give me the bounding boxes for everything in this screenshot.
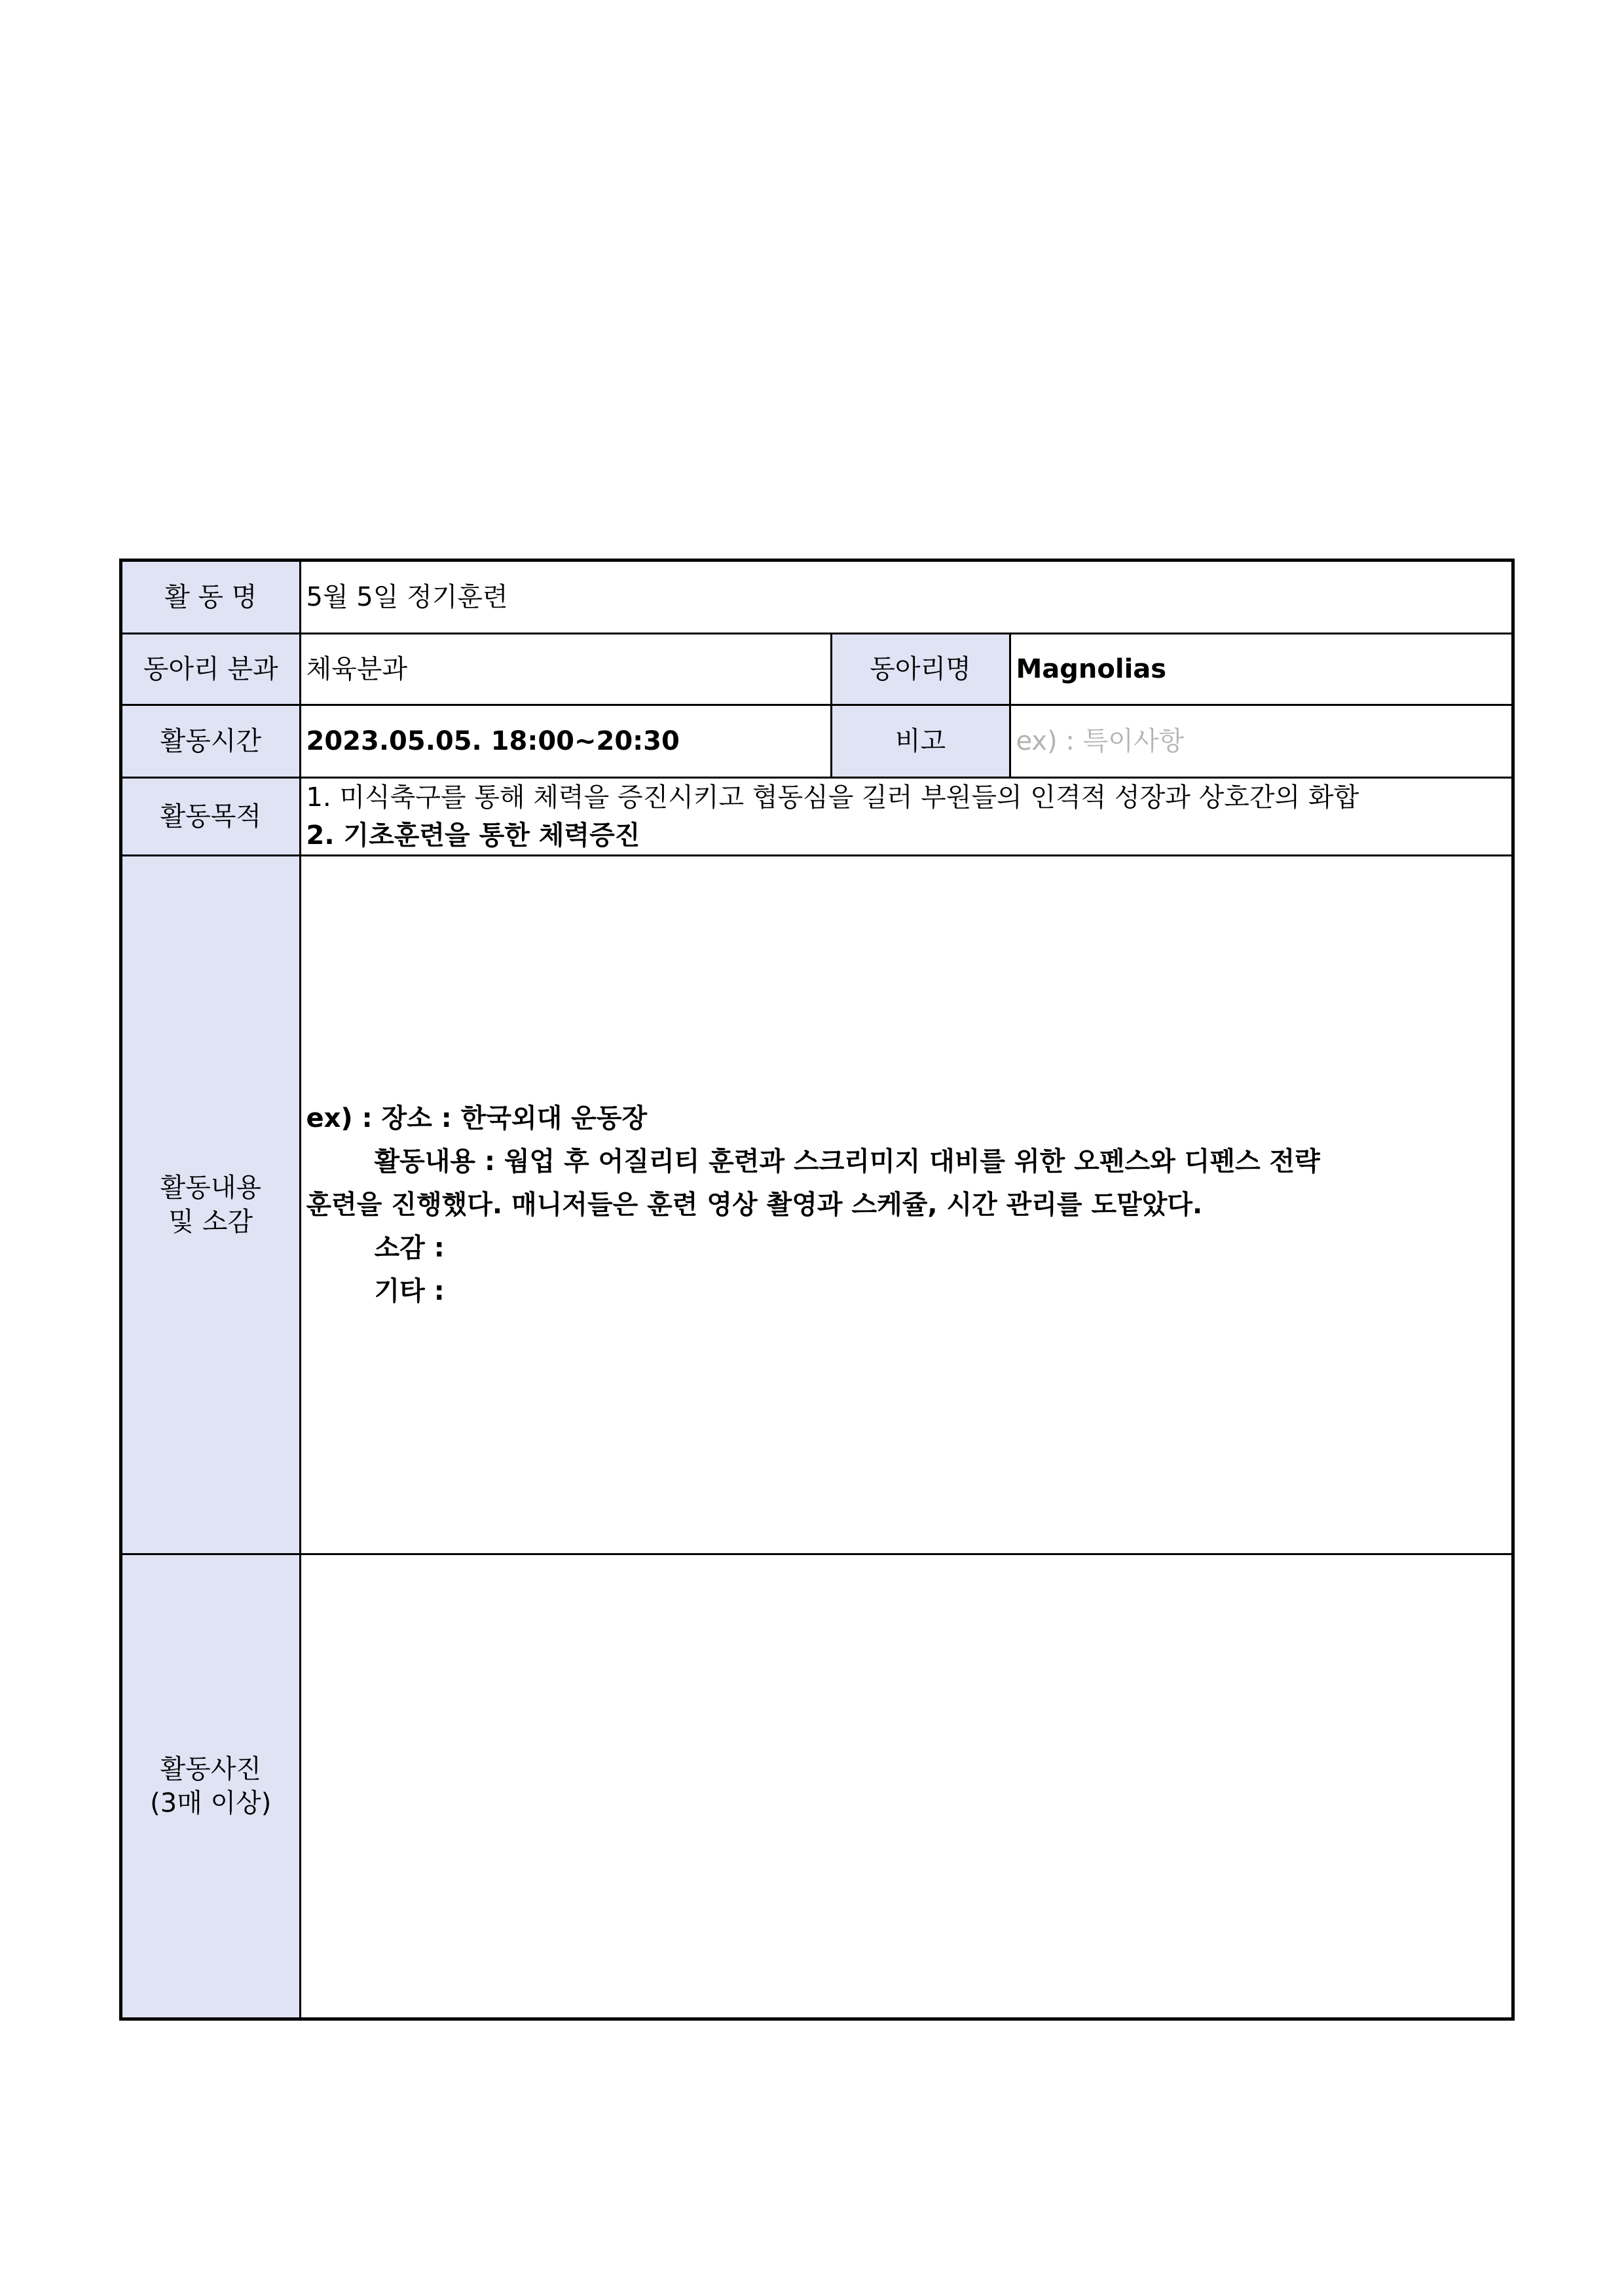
purpose-label: 활동목적 (122, 777, 300, 855)
activity-time-value[interactable]: 2023.05.05. 18:00~20:30 (300, 705, 831, 777)
content-etc: 기타 : (374, 1276, 445, 1306)
content-activity-cont: 훈련을 진행했다. 매니저들은 훈련 영상 촬영과 스케쥴, 시간 관리를 도맡았다. (306, 1189, 1203, 1220)
purpose-value[interactable] (300, 777, 1511, 855)
content-value[interactable] (300, 855, 1511, 1554)
row-content (122, 855, 1511, 1554)
club-name-value[interactable]: Magnolias (1010, 633, 1511, 705)
activity-report-form (119, 559, 1515, 2021)
content-place: ex) : 장소 : 한국외대 운동장 (306, 1103, 648, 1133)
content-label-line-1: 활동내용 (160, 1172, 262, 1203)
row-photos (122, 1554, 1511, 2017)
row-club-info (122, 633, 1511, 705)
content-label (122, 855, 300, 1554)
note-value[interactable]: ex) : 특이사항 (1010, 705, 1511, 777)
photo-label-line-1: 활동사진 (160, 1753, 262, 1784)
photo-label-line-2: (3매 이상) (150, 1788, 272, 1818)
content-text (301, 1097, 1512, 1313)
photo-label (122, 1554, 300, 2017)
activity-name-value[interactable]: 5월 5일 정기훈련 (300, 562, 1511, 633)
club-name-label: 동아리명 (831, 633, 1010, 705)
content-impressions: 소감 : (374, 1232, 445, 1263)
club-division-value[interactable]: 체육분과 (300, 633, 831, 705)
purpose-line-2: 2. 기초훈련을 통한 체력증진 (306, 820, 640, 851)
row-activity-name (122, 562, 1511, 633)
row-purpose (122, 777, 1511, 855)
content-activity: 활동내용 : 웜업 후 어질리티 훈련과 스크리미지 대비를 위한 오펜스와 디펜스 전략 (374, 1146, 1320, 1177)
activity-report-table (122, 562, 1511, 2017)
activity-name-label: 활 동 명 (122, 562, 300, 633)
row-activity-time (122, 705, 1511, 777)
note-label: 비고 (831, 705, 1010, 777)
activity-time-label: 활동시간 (122, 705, 300, 777)
content-label-line-2: 및 소감 (168, 1206, 253, 1237)
club-division-label: 동아리 분과 (122, 633, 300, 705)
photo-area[interactable] (300, 1554, 1511, 2017)
purpose-line-1: 1. 미식축구를 통해 체력을 증진시키고 협동심을 길러 부원들의 인격적 성장과 상호간의 화합 (306, 782, 1359, 813)
